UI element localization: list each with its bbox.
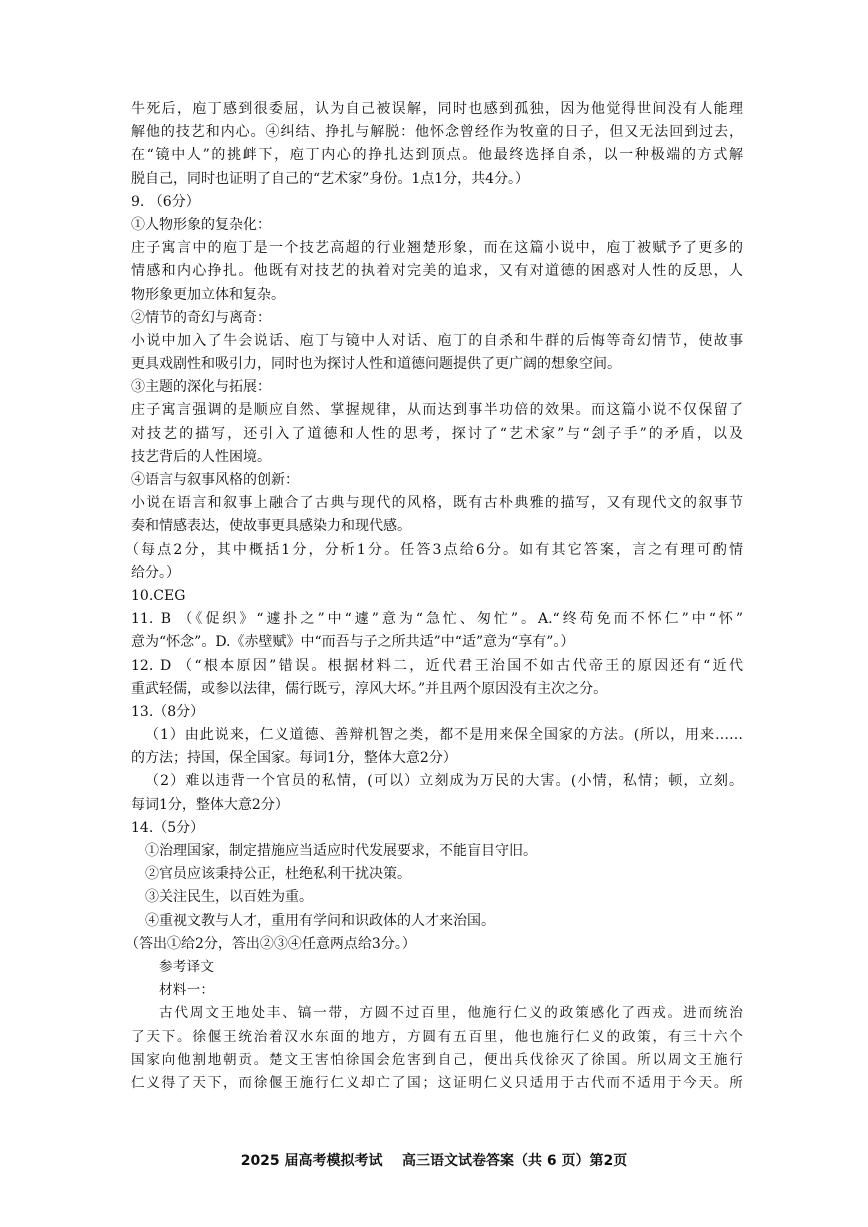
text-line: 给分。） (131, 564, 180, 581)
text-line: 参考译文 (159, 958, 215, 975)
text-line: 解他的技艺和内心。④纠结、挣扎与解脱：他怀念曾经作为牧童的日子，但又无法回到过去， (131, 124, 743, 141)
text-line: 国家向他割地朝贡。楚文王害怕徐国会危害到自己，便出兵伐徐灭了徐国。所以周文王施行 (131, 1051, 743, 1068)
text-line: ④语言与叙事风格的创新： (131, 472, 299, 488)
text-line: 在“镜中人”的挑衅下，庖丁内心的挣扎达到顶点。他最终选择自杀，以一种极端的方式解 (131, 147, 743, 164)
text-line: 12. D （“根本原因”错误。根据材料二，近代君王治国不如古代帝王的原因还有“近代 (131, 657, 743, 674)
answer-content (125, 98, 743, 1095)
text-line: ③关注民生，以百姓为重。 (145, 889, 313, 906)
text-line: ③主题的深化与拓展： (131, 379, 271, 396)
text-line: （2）难以违背一个官员的私情，(可以）立刻成为万民的大害。(小情，私情；顿，立刻。 (145, 773, 743, 790)
text-line: 脱自己，同时也证明了自己的“艺术家”身份。1点1分，共4分。） (131, 170, 530, 187)
text-line: 的方法；持国，保全国家。每词1分，整体大意2分） (131, 750, 457, 767)
text-line: 情感和内心挣扎。他既有对技艺的执着对完美的追求，又有对道德的困惑对人性的反思，人 (131, 263, 743, 280)
page-footer: 2025 届高考模拟考试 高三语文试卷答案（共 6 页）第2页 (240, 1153, 628, 1169)
text-line: 10.CEG (131, 587, 186, 604)
text-line: （每点2分，其中概括1分，分析1分。任答3点给6分。如有其它答案，言之有理可酌情 (125, 541, 743, 558)
text-line: 意为“怀念”。D.《赤壁赋》中“而吾与子之所共适”中“适”意为“享有”。） (131, 634, 575, 651)
text-line: （答出①给2分，答出②③④任意两点给3分。） (125, 935, 416, 952)
text-line: 仁义得了天下，而徐偃王施行仁义却亡了国；这证明仁义只适用于古代而不适用于今天。所 (131, 1074, 743, 1091)
text-line: 每词1分，整体大意2分） (131, 796, 289, 813)
text-line: 了天下。徐偃王统治着汉水东面的地方，方圆有五百里，他也施行仁义的政策，有三十六个 (131, 1028, 743, 1045)
text-line: 庄子寓言强调的是顺应自然、掌握规律，从而达到事半功倍的效果。而这篇小说不仅保留了 (131, 402, 743, 419)
text-line: 9. （6分） (131, 193, 200, 210)
text-line: ①人物形象的复杂化： (131, 216, 271, 233)
text-line: 更具戏剧性和吸引力，同时也为探讨人性和道德问题提供了更广阔的想象空间。 (131, 356, 621, 373)
text-line: ②官员应该秉持公正，杜绝私利干扰决策。 (145, 866, 411, 883)
text-line: 庄子寓言中的庖丁是一个技艺高超的行业翘楚形象，而在这篇小说中，庖丁被赋予了更多的 (131, 240, 743, 257)
text-line: 古代周文王地处丰、镐一带，方圆不过百里，他施行仁义的政策感化了西戎。进而统治 (159, 1005, 743, 1022)
text-line: 奏和情感表达，使故事更具感染力和现代感。 (131, 518, 411, 535)
text-line: 13.（8分） (131, 703, 205, 720)
text-line: 小说中加入了牛会说话、庖丁与镜中人对话、庖丁的自杀和牛群的后悔等奇幻情节，使故事 (131, 332, 743, 349)
text-line: ④重视文教与人才，重用有学问和识政体的人才来治国。 (145, 912, 495, 929)
text-line: ①治理国家，制定措施应当适应时代发展要求，不能盲目守旧。 (145, 843, 537, 859)
text-line: 材料一： (159, 982, 215, 999)
text-line: 重武轻儒，或参以法律，儒行既亏，淳风大坏。”并且两个原因没有主次之分。 (131, 680, 608, 697)
text-line: 小说在语言和叙事上融合了古典与现代的风格，既有古朴典雅的描写，又有现代文的叙事节 (131, 495, 743, 512)
text-line: 牛死后，庖丁感到很委屈，认为自己被误解，同时也感到孤独，因为他觉得世间没有人能理 (131, 101, 743, 117)
text-line: 技艺背后的人性困境。 (131, 448, 271, 465)
text-line: 14.（5分） (131, 819, 205, 836)
text-line: （1）由此说来，仁义道德、善辩机智之类，都不是用来保全国家的方法。(所以，用来…… (145, 727, 743, 744)
text-line: 11. B （《促织》“遽扑之”中“遽”意为“急忙、匆忙”。A.“终苟免而不怀仁”中“怀” (131, 611, 743, 628)
text-line: 物形象更加立体和复杂。 (131, 286, 285, 303)
text-line: 对技艺的描写，还引入了道德和人性的思考，探讨了“艺术家”与“刽子手”的矛盾，以及 (131, 425, 743, 442)
text-line: ②情节的奇幻与离奇： (131, 309, 271, 326)
